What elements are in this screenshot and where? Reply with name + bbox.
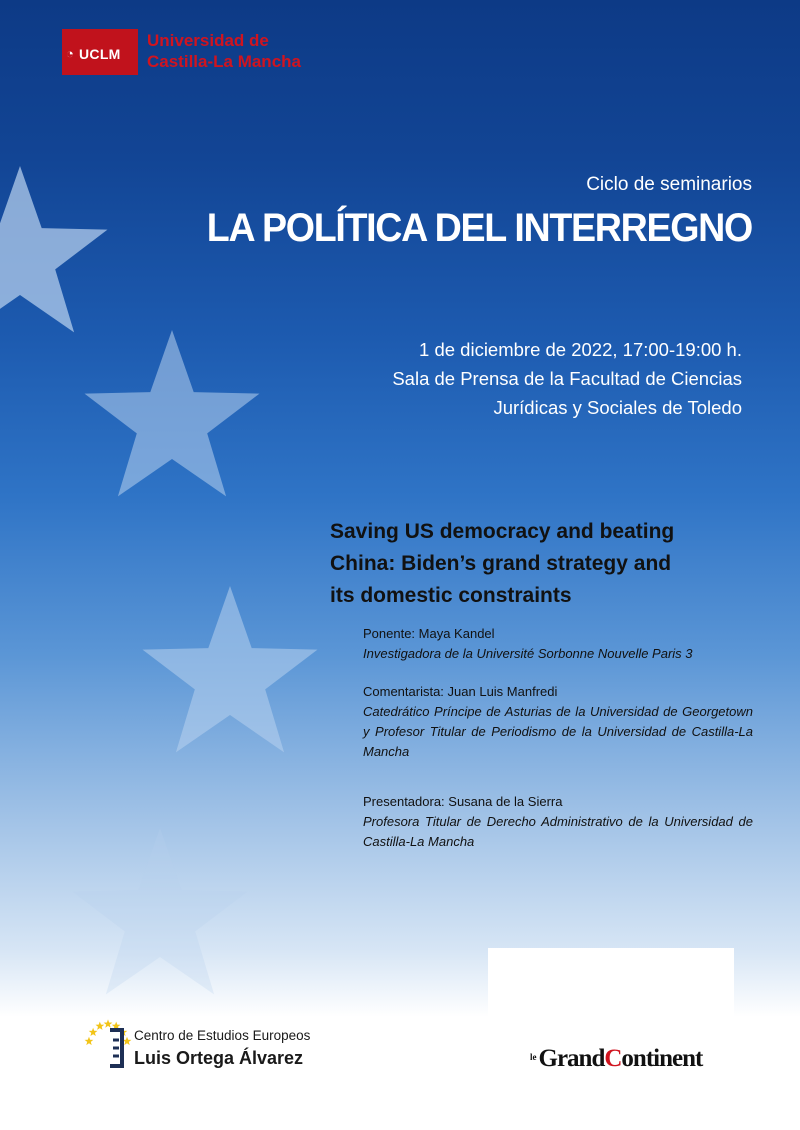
event-venue-line1: Sala de Prensa de la Facultad de Ciencias xyxy=(392,368,742,389)
event-venue-line2: Jurídicas y Sociales de Toledo xyxy=(493,397,742,418)
commentator-affiliation: Catedrático Príncipe de Asturias de la Universidad de Georgetown y Profesor Titular de Periodismo de la Universidad de Castilla-La Mancha xyxy=(363,704,753,759)
talk-title xyxy=(330,516,674,612)
decorative-star-icon xyxy=(0,166,108,332)
university-name xyxy=(147,30,301,72)
mini-star-icon xyxy=(85,1037,94,1045)
gc-part2: ontinent xyxy=(621,1045,703,1072)
cee-name-line2: Luis Ortega Álvarez xyxy=(134,1048,304,1068)
university-name-line2: Castilla-La Mancha xyxy=(147,52,301,71)
blank-panel xyxy=(488,948,734,1018)
seminar-cycle-label: Ciclo de seminarios xyxy=(586,174,752,195)
mini-star-icon xyxy=(123,1037,132,1045)
speaker-role: Ponente: Maya Kandel xyxy=(363,626,495,641)
mini-star-icon xyxy=(96,1022,105,1030)
speaker-affiliation: Investigadora de la Université Sorbonne Nouvelle Paris 3 xyxy=(363,646,693,661)
talk-title-line: its domestic constraints xyxy=(330,584,572,607)
wifi-arc-icon: ◔ xyxy=(66,46,74,61)
talk-title-line: China: Biden’s grand strategy and xyxy=(330,552,672,575)
gc-red-c: C xyxy=(604,1045,622,1072)
decorative-star-icon xyxy=(85,330,260,496)
grand-continent-logo xyxy=(530,1045,702,1073)
event-title: LA POLÍTICA DEL INTERREGNO xyxy=(206,206,752,250)
presenter-block xyxy=(363,792,753,852)
decorative-star-icon xyxy=(73,828,248,994)
mini-star-icon xyxy=(89,1028,98,1036)
commentator-block xyxy=(363,682,753,762)
cee-name-line1: Centro de Estudios Europeos xyxy=(134,1028,311,1043)
decorative-star-icon xyxy=(143,586,318,752)
presenter-affiliation: Profesora Titular de Derecho Administrativo de la Universidad de Castilla-La Mancha xyxy=(363,814,753,849)
gc-prefix: le xyxy=(530,1052,537,1062)
mini-star-icon xyxy=(104,1019,113,1027)
cee-logo xyxy=(82,1014,322,1084)
gc-part1: Grand xyxy=(538,1045,605,1072)
uclm-logo-text: UCLM xyxy=(79,46,121,62)
eu-star-ring-icon xyxy=(82,1014,132,1084)
uclm-logo xyxy=(62,29,138,75)
event-details xyxy=(392,335,742,422)
commentator-role: Comentarista: Juan Luis Manfredi xyxy=(363,684,558,699)
talk-title-line: Saving US democracy and beating xyxy=(330,520,675,543)
event-date-time: 1 de diciembre de 2022, 17:00-19:00 h. xyxy=(419,339,742,360)
presenter-role: Presentadora: Susana de la Sierra xyxy=(363,794,563,809)
university-name-line1: Universidad de xyxy=(147,31,269,50)
gc-wordmark xyxy=(539,1045,703,1072)
speaker-block xyxy=(363,624,753,664)
